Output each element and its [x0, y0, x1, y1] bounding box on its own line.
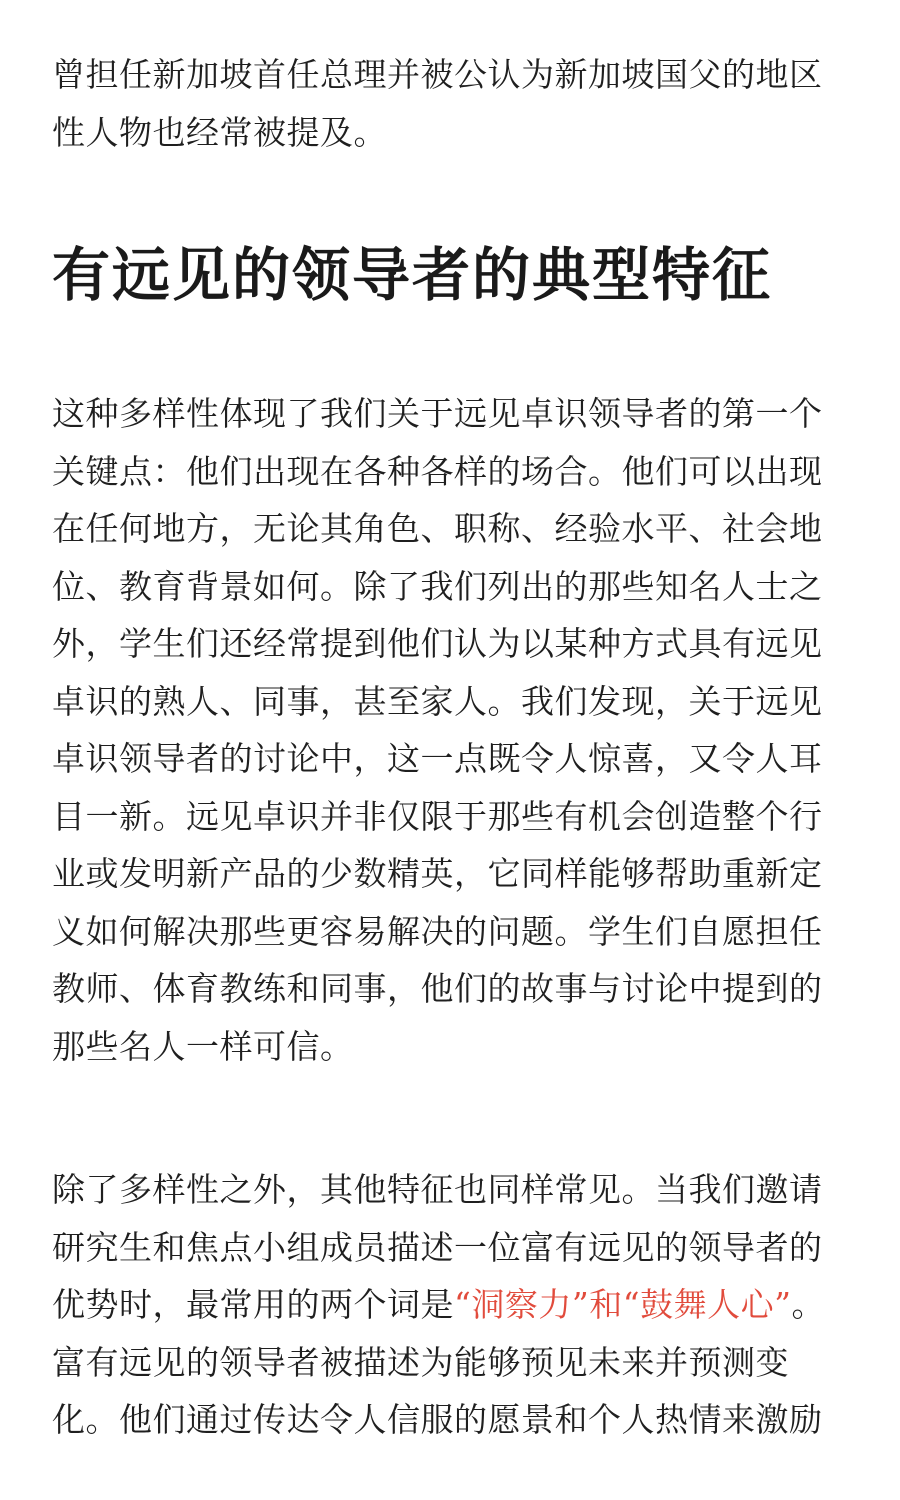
paragraph-text-after: 。富有远见的领导者被描述为能够预见未来并预测变化。他们通过传达令人信服的愿景和个人热情来激励	[52, 1285, 825, 1439]
section-heading: 有远见的领导者的典型特征	[52, 241, 773, 309]
paragraph-text-before: 除了多样性之外，其他特征也同样常见。当我们邀请研究生和焦点小组成员描述一位富有远见的领导者的优势时，最常用的两个词是	[52, 1170, 823, 1324]
intro-paragraph: 曾担任新加坡首任总理并被公认为新加坡国父的地区性人物也经常被提及。	[52, 55, 823, 152]
article-body	[52, 46, 852, 1449]
body-paragraph-diversity: 这种多样性体现了我们关于远见卓识领导者的第一个关键点：他们出现在各种各样的场合。他们可以出现在任何地方，无论其角色、职称、经验水平、社会地位、教育背景如何。除了我们列出的那些知名人士之外，学生们还经常提到他们认为以某种方式具有远见卓识的熟人、同事，甚至家人。我们发现，关于远见卓识领导者的讨论中，这一点既令人惊喜，又令人耳目一新。远见卓识并非仅限于那些有机会创造整个行业或发明新产品的少数精英，它同样能够帮助重新定义如何解决那些更容易解决的问题。学生们自愿担任教师、体育教练和同事，他们的故事与讨论中提到的那些名人一样可信。	[52, 394, 823, 1066]
highlighted-keywords: “洞察力”和“鼓舞人心”	[454, 1285, 792, 1324]
body-paragraph-traits	[52, 1161, 852, 1449]
